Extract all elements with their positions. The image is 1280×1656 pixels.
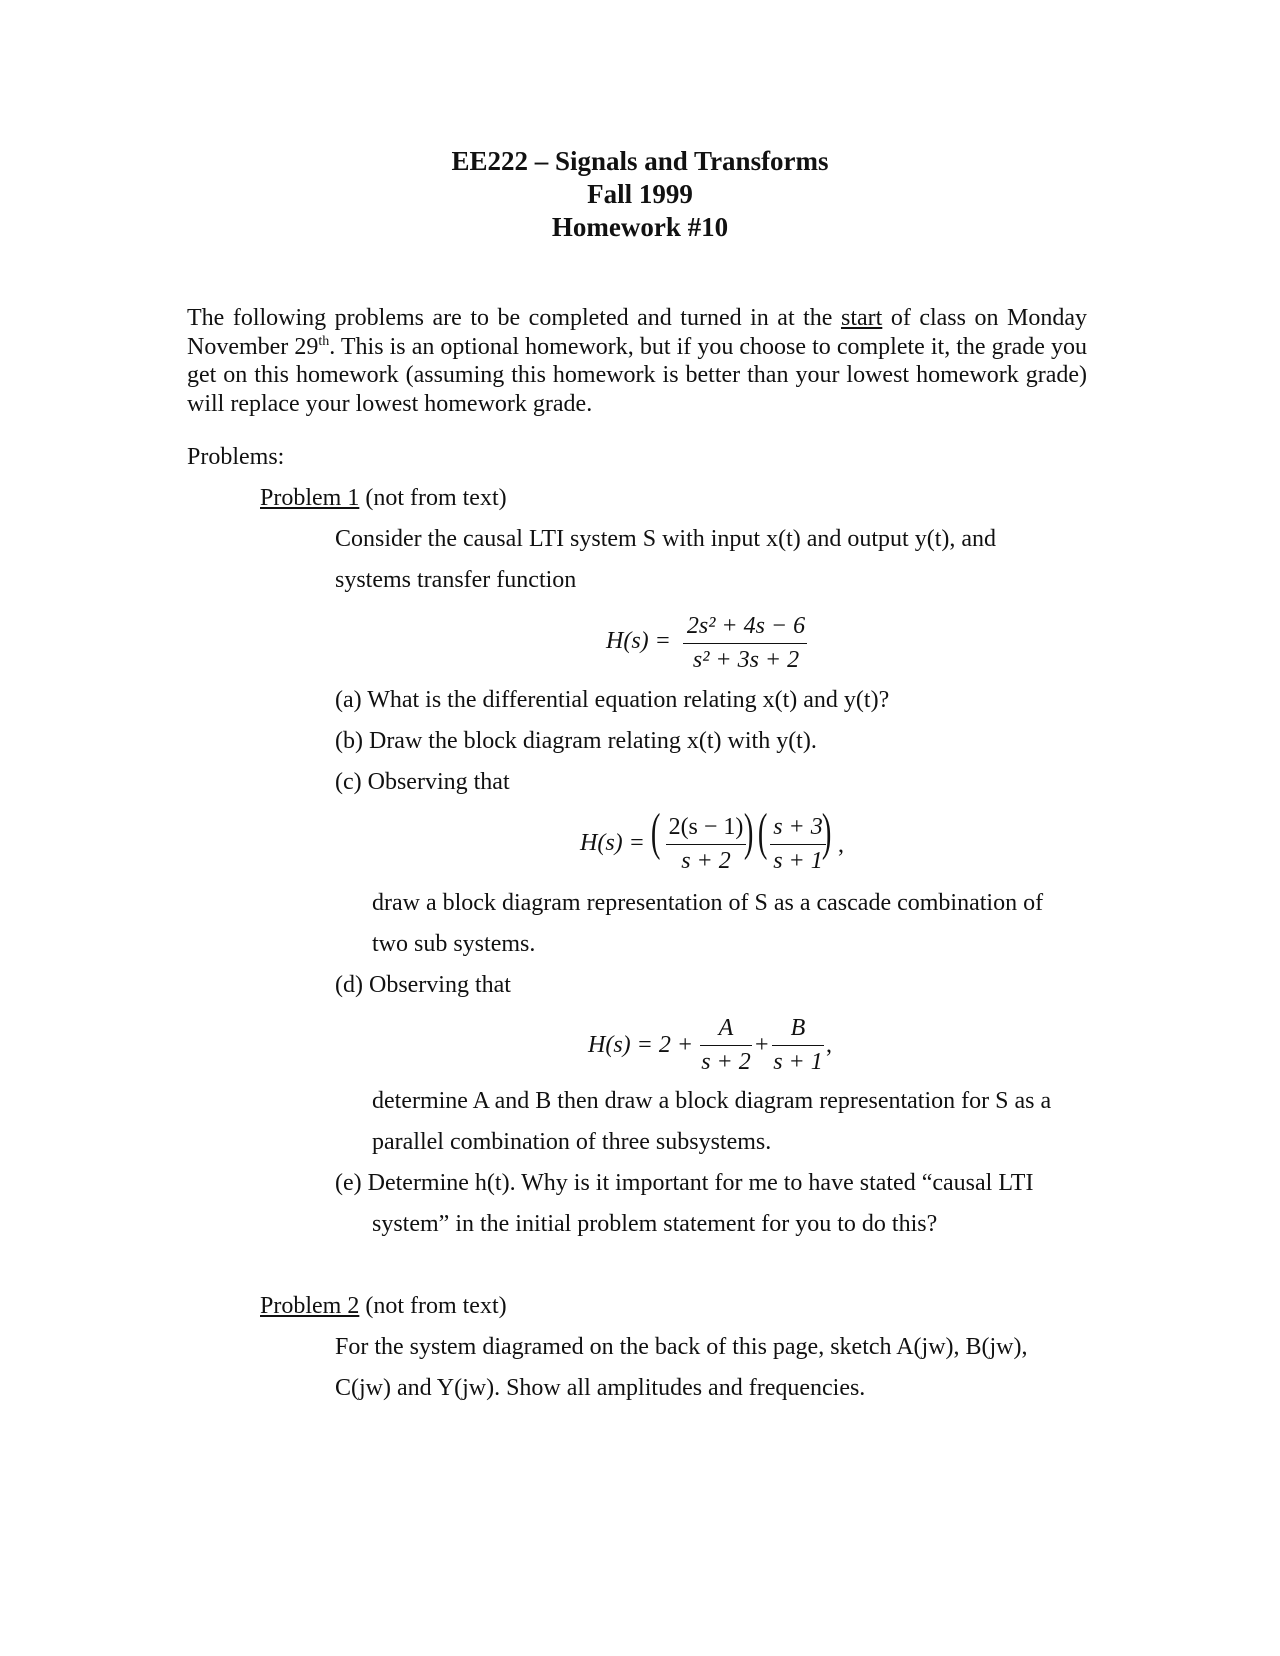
eq1-lhs: H(s) = <box>606 628 671 654</box>
eq3-plus: + <box>755 1032 769 1058</box>
eq3-comma: , <box>826 1032 832 1058</box>
intro-text-1: The following problems are to be completed and turned in at the <box>187 305 841 331</box>
course-title: EE222 – Signals and Transforms <box>451 146 829 176</box>
problem1-heading <box>260 485 507 512</box>
eq2-lhs: H(s) = <box>580 830 645 856</box>
eq2-paren-open-1: ( <box>650 804 661 861</box>
part-d-line1: determine A and B then draw a block diagram representation for S as a <box>372 1088 1052 1114</box>
part-c-line2: two sub systems. <box>372 931 536 957</box>
eq3-num1: A <box>718 1015 734 1041</box>
eq2-bar2 <box>770 844 826 845</box>
problem1-statement-2: systems transfer function <box>335 567 577 593</box>
eq3-bar1 <box>700 1045 752 1046</box>
intro-start-word: start <box>840 305 883 331</box>
eq3-den2: s + 1 <box>773 1049 823 1075</box>
problem2-source: (not from text) <box>359 1293 507 1319</box>
problem2-title: Problem 2 <box>260 1293 360 1319</box>
eq2-paren-close-2: ) <box>821 804 832 861</box>
eq3-den1: s + 2 <box>701 1049 751 1075</box>
part-d: (d) Observing that <box>335 972 511 998</box>
intro-superscript: th <box>318 333 330 349</box>
term: Fall 1999 <box>587 179 693 209</box>
eq2-bar1 <box>666 844 746 845</box>
eq1-numerator: 2s² + 4s − 6 <box>686 613 806 639</box>
problem1-statement-1: Consider the causal LTI system S with input x(t) and output y(t), and <box>335 526 997 552</box>
problem2-heading <box>260 1293 507 1320</box>
eq2-den1: s + 2 <box>681 848 731 874</box>
intro-text-3: . This is an optional homework, but if you choose to complete it, the grade you get on this homework (assuming this homework is better than your lowest homework grade) will replace your lowest homework grade. <box>187 333 1088 417</box>
part-b: (b) Draw the block diagram relating x(t) with y(t). <box>335 728 817 754</box>
assignment-title: Homework #10 <box>551 212 729 242</box>
intro-text-2: of class on Monday November 29 <box>187 305 1088 360</box>
intro-paragraph <box>187 304 1087 418</box>
problem1-title: Problem 1 <box>260 485 360 511</box>
eq1-denominator: s² + 3s + 2 <box>692 647 800 673</box>
part-e-line2: system” in the initial problem statement for you to do this? <box>372 1211 938 1237</box>
problem2-line1: For the system diagramed on the back of this page, sketch A(jw), B(jw), <box>335 1334 1028 1360</box>
part-e-line1: (e) Determine h(t). Why is it important for me to have stated “causal LTI <box>335 1170 1034 1196</box>
eq1-fraction-bar <box>683 643 807 644</box>
eq2-num1: 2(s − 1) <box>668 814 744 840</box>
part-a: (a) What is the differential equation relating x(t) and y(t)? <box>335 687 890 713</box>
eq2-num2: s + 3 <box>773 814 823 840</box>
eq2-paren-close-1: ) <box>743 804 754 861</box>
eq2-paren-open-2: ( <box>757 804 768 861</box>
problem2-line2: C(jw) and Y(jw). Show all amplitudes and frequencies. <box>335 1375 866 1401</box>
eq3-num2: B <box>790 1015 806 1041</box>
eq2-den2: s + 1 <box>773 848 823 874</box>
eq3-bar2 <box>772 1045 824 1046</box>
problems-label: Problems: <box>187 444 285 470</box>
part-d-line2: parallel combination of three subsystems. <box>372 1129 772 1155</box>
part-c: (c) Observing that <box>335 769 510 795</box>
eq2-comma: , <box>838 832 844 858</box>
part-c-line1: draw a block diagram representation of S as a cascade combination of <box>372 890 1044 916</box>
eq3-lhs: H(s) = 2 + <box>588 1032 694 1058</box>
problem1-source: (not from text) <box>359 485 507 511</box>
